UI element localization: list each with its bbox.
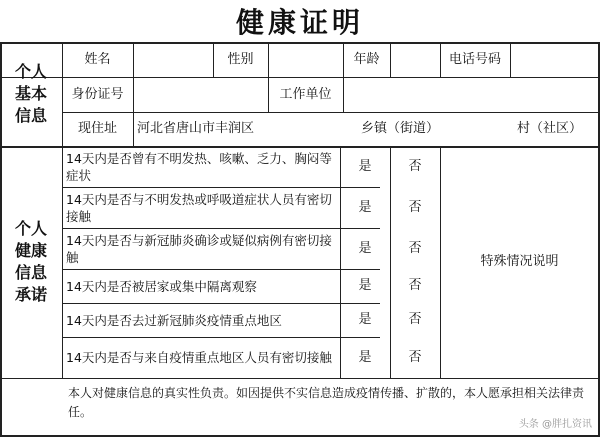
work-label: 工作单位 — [279, 86, 332, 102]
yes-option-2[interactable]: 是 — [358, 199, 372, 215]
no-option-2[interactable]: 否 — [408, 199, 422, 215]
gender-field[interactable] — [268, 42, 343, 77]
question-3: 14天内是否与新冠肺炎确诊或疑似病例有密切接触 — [66, 232, 332, 265]
id-label: 身份证号 — [71, 86, 124, 102]
yes-option-4[interactable]: 是 — [358, 278, 372, 293]
yes-option-5[interactable]: 是 — [358, 312, 372, 327]
special-situation-label: 特殊情况说明 — [480, 254, 559, 269]
age-field[interactable] — [390, 42, 440, 77]
address-value: 河北省唐山市丰润区 — [137, 121, 255, 136]
question-5: 14天内是否去过新冠肺炎疫情重点地区 — [66, 312, 282, 328]
yes-option-1[interactable]: 是 — [358, 158, 372, 174]
question-4: 14天内是否被居家或集中隔离观察 — [66, 278, 257, 294]
question-2: 14天内是否与不明发热或呼吸道症状人员有密切接触 — [66, 191, 332, 224]
work-field[interactable] — [343, 77, 599, 112]
town-label: 乡镇（街道） — [360, 121, 439, 136]
watermark: 头条 @胖扎资讯 — [518, 419, 592, 430]
name-field[interactable] — [133, 42, 213, 77]
phone-field[interactable] — [510, 42, 599, 77]
name-label: 姓名 — [84, 51, 111, 67]
village-label: 村（社区） — [516, 121, 582, 136]
section-label-health: 个人 健康 信息 承诺 — [14, 219, 47, 304]
question-1: 14天内是否曾有不明发热、咳嗽、乏力、胸闷等症状 — [66, 150, 332, 183]
section-label-basic: 个人 基本 信息 — [14, 62, 47, 125]
yes-option-3[interactable]: 是 — [358, 240, 372, 256]
id-field[interactable] — [133, 77, 268, 112]
no-option-1[interactable]: 否 — [408, 158, 422, 174]
age-label: 年龄 — [353, 51, 380, 67]
yes-option-6[interactable]: 是 — [358, 349, 372, 365]
question-6: 14天内是否与来自疫情重点地区人员有密切接触 — [66, 350, 332, 365]
no-option-4[interactable]: 否 — [408, 278, 422, 293]
declaration-text: 本人对健康信息的真实性负责。如因提供不实信息造成疫情传播、扩散的，本人愿承担相关法律责任。 — [68, 386, 585, 419]
no-option-6[interactable]: 否 — [408, 349, 422, 365]
phone-label: 电话号码 — [448, 51, 501, 67]
gender-label: 性别 — [227, 51, 254, 67]
form-title: 健康证明 — [235, 6, 364, 39]
no-option-3[interactable]: 否 — [408, 240, 422, 256]
no-option-5[interactable]: 否 — [408, 312, 422, 327]
address-label: 现住址 — [77, 121, 117, 136]
